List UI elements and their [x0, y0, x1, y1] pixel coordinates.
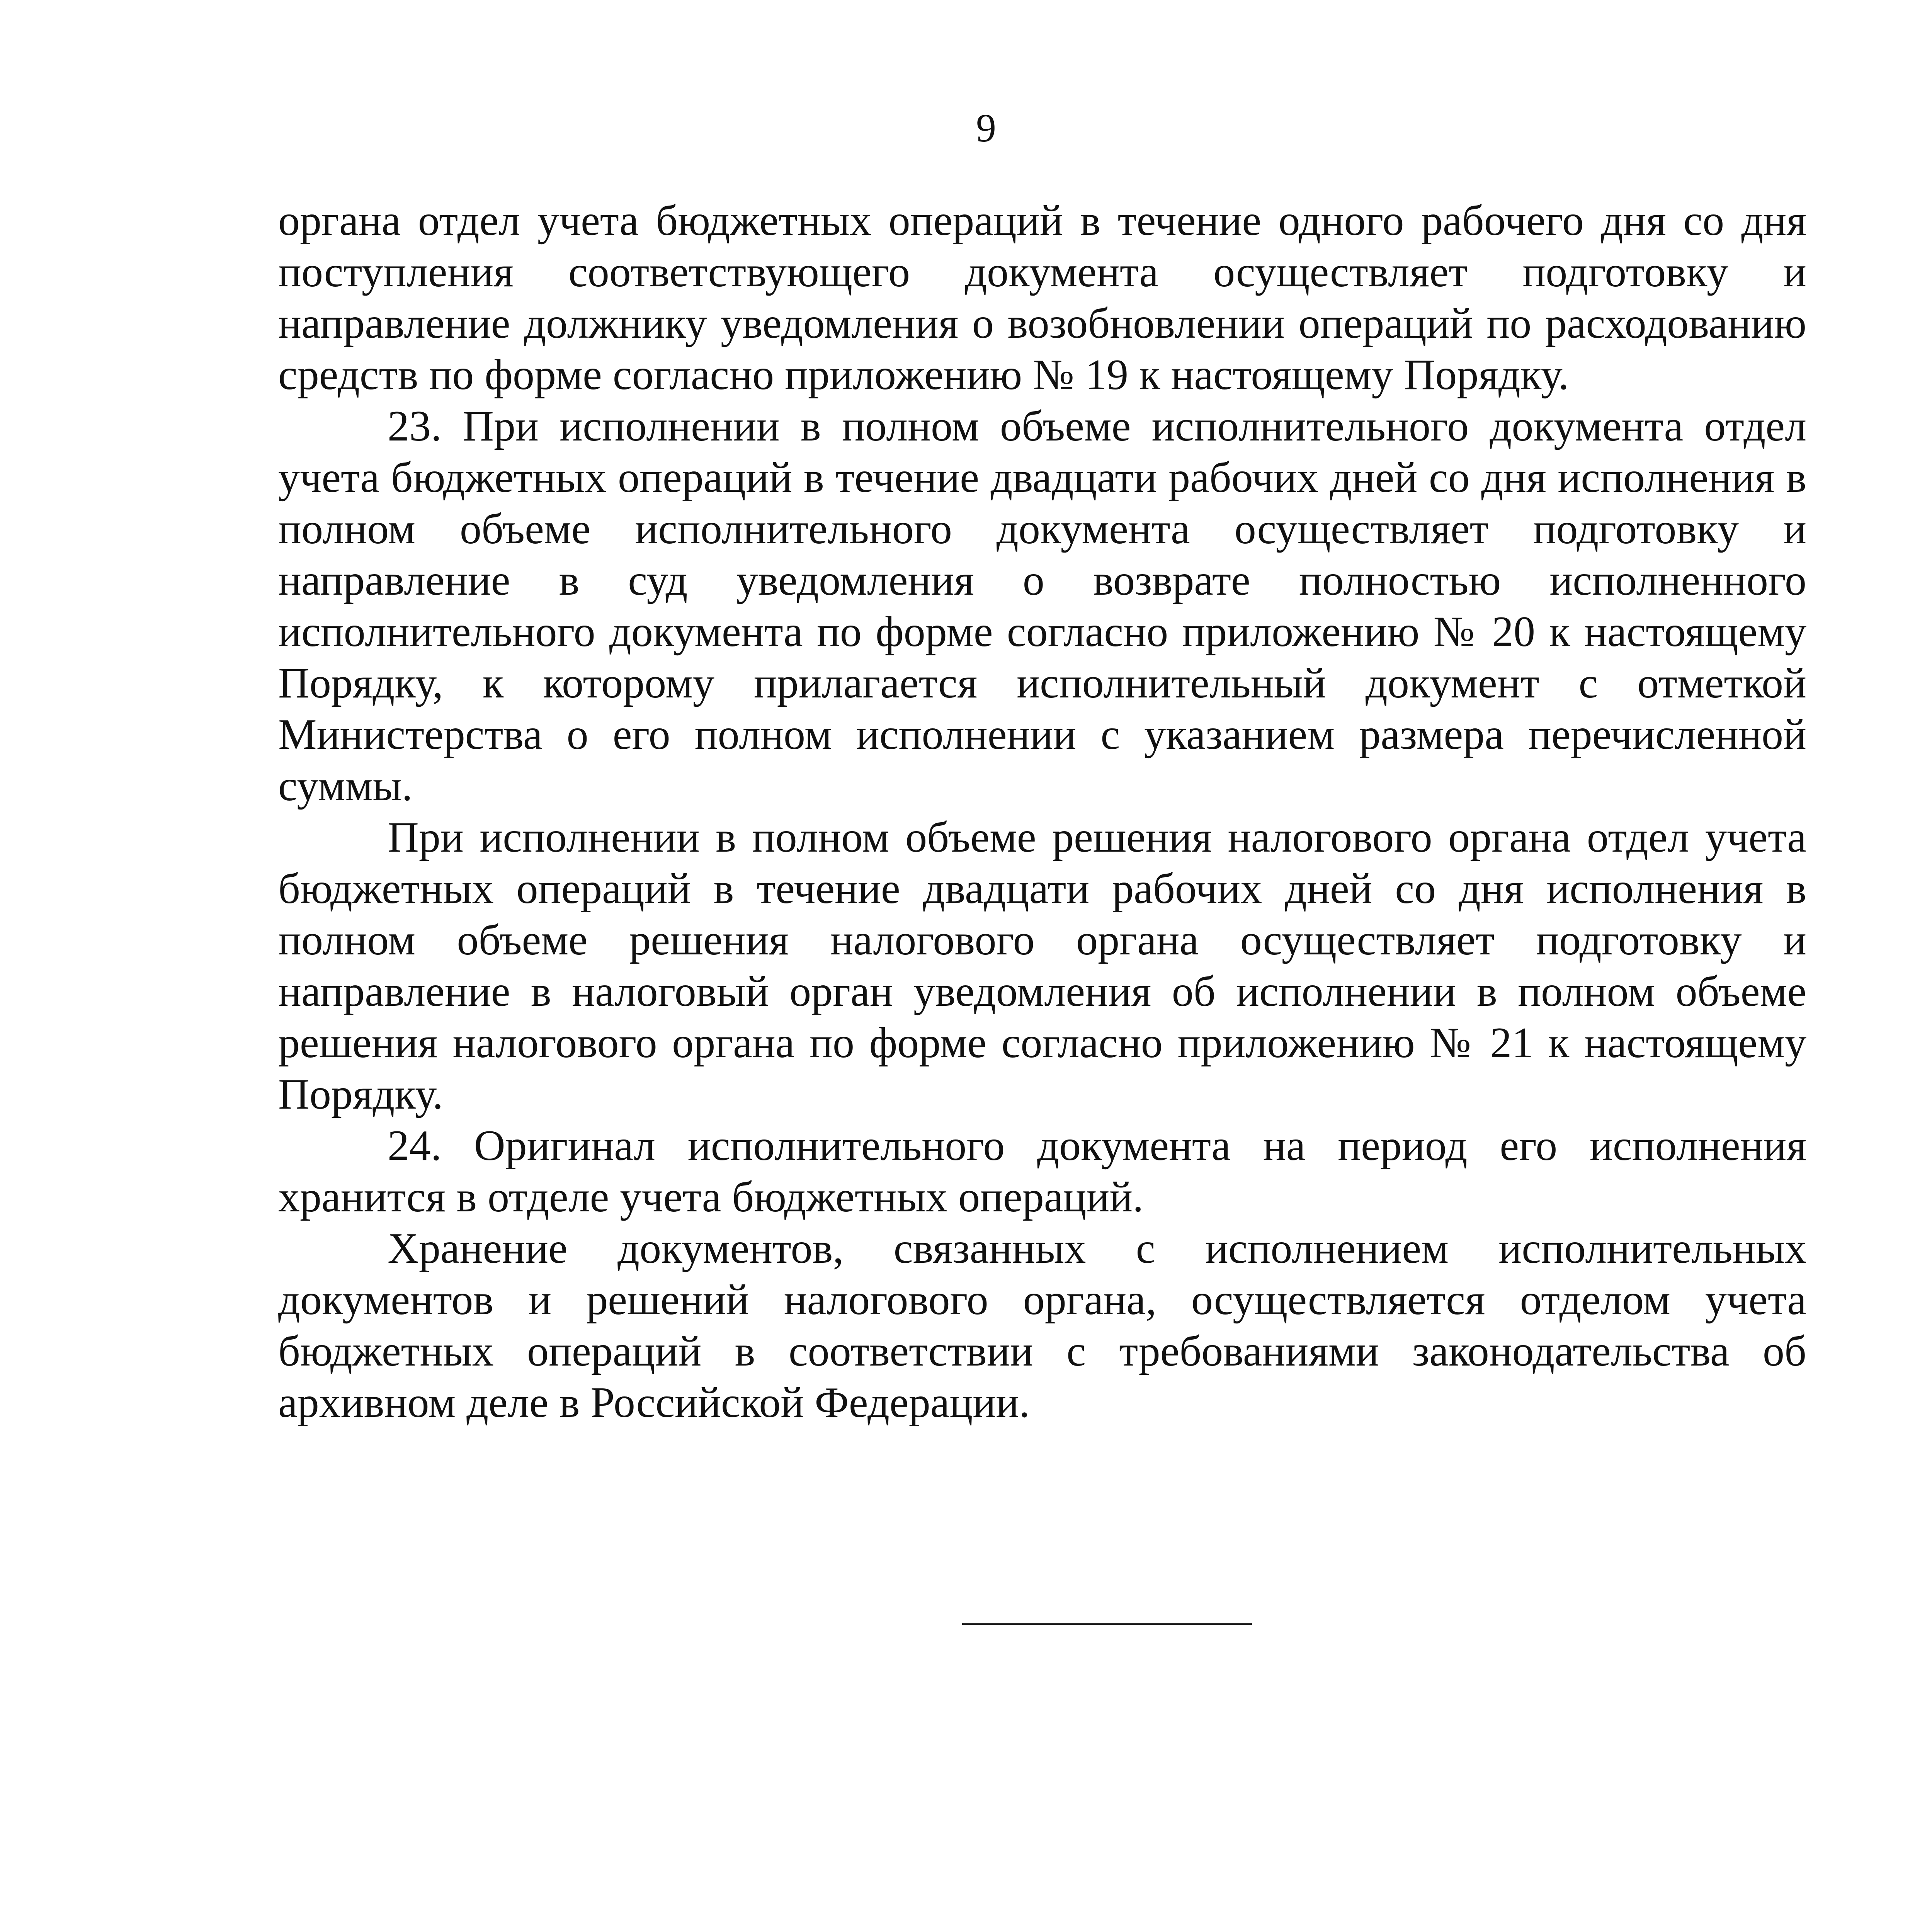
paragraph-continuation: органа отдел учета бюджетных операций в течение одного рабочего дня со дня поступления соответствующего документа осуществляет подготовку и направление должнику уведомления о возобновлении операций по расходованию средств по форме согласно приложению № 19 к настоящему Порядку.	[278, 197, 1806, 399]
paragraph-storage: Хранение документов, связанных с исполнением исполнительных документов и решений налогового органа, осуществляется отделом учета бюджетных операций в соответствии с требованиями законодательства об архивном деле в Российской Федерации.	[278, 1225, 1806, 1427]
document-body	[278, 195, 1806, 1429]
end-of-document-divider	[962, 1623, 1252, 1625]
paragraph-24: 24. Оригинал исполнительного документа на период его исполнения хранится в отделе учета бюджетных операций.	[278, 1122, 1806, 1221]
page-number: 9	[976, 106, 996, 150]
paragraph-tax-decision: При исполнении в полном объеме решения налогового органа отдел учета бюджетных операций в течение двадцати рабочих дней со дня исполнения в полном объеме решения налогового органа осуществляет подготовку и направление в налоговый орган уведомления об исполнении в полном объеме решения налогового органа по форме согласно приложению № 21 к настоящему Порядку.	[278, 813, 1806, 1118]
paragraph-23: 23. При исполнении в полном объеме исполнительного документа отдел учета бюджетных операций в течение двадцати рабочих дней со дня исполнения в полном объеме исполнительного документа осуществляет подготовку и направление в суд уведомления о возврате полностью исполненного исполнительного документа по форме согласно приложению № 20 к настоящему Порядку, к которому прилагается исполнительный документ с отметкой Министерства о его полном исполнении с указанием размера перечисленной суммы.	[278, 402, 1806, 810]
